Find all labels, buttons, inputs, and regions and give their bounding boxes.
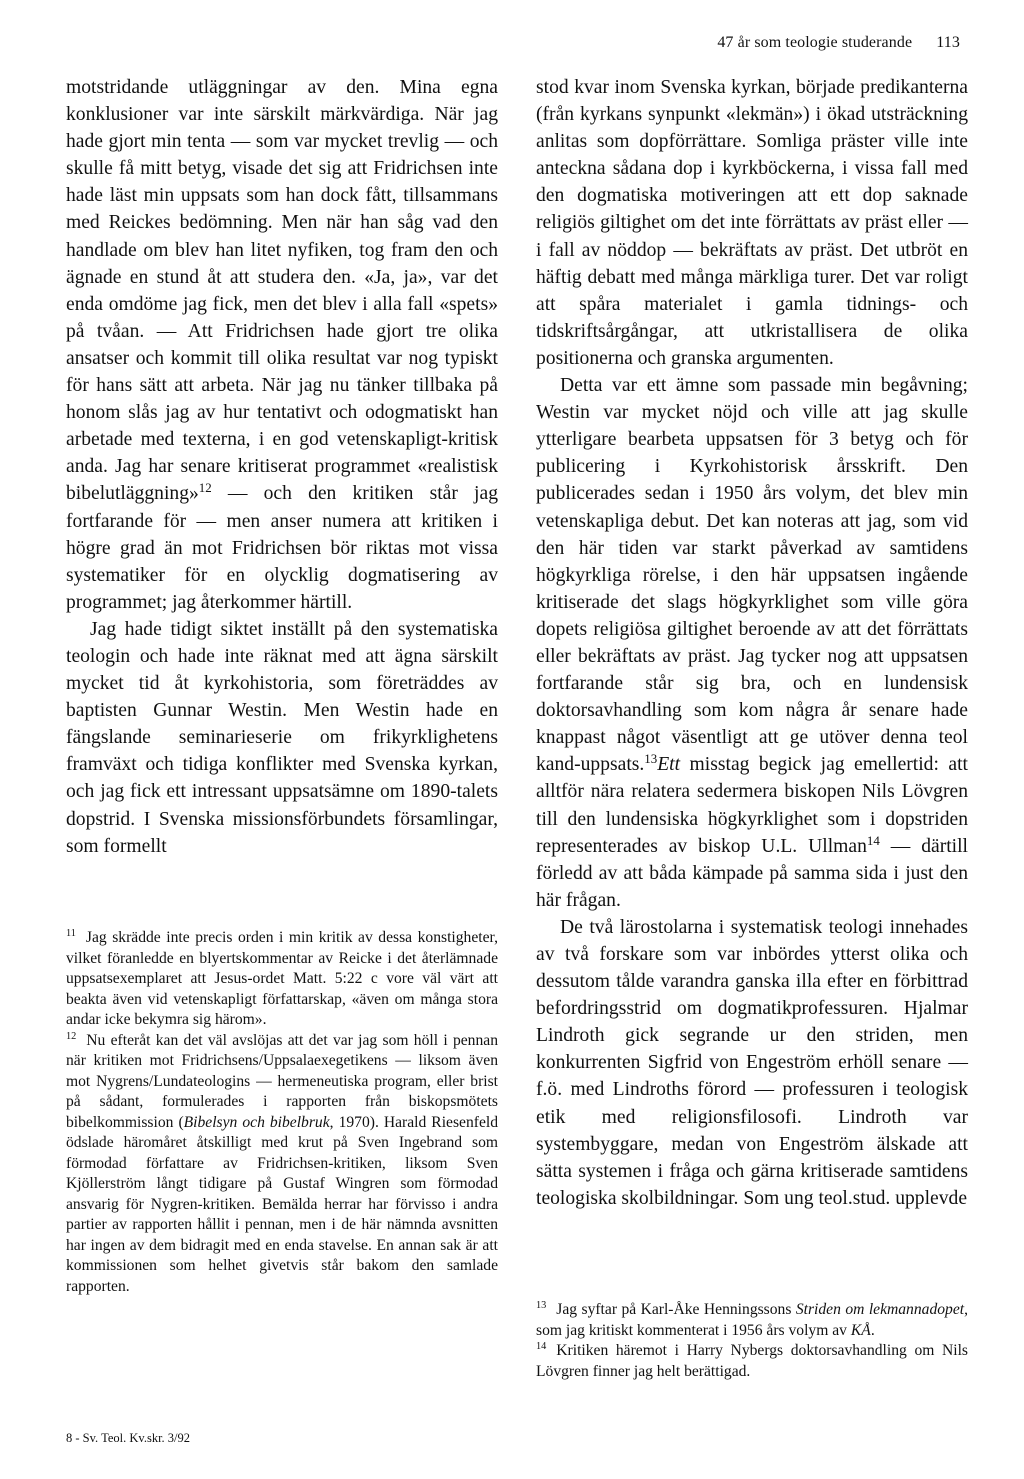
right-paragraph-2-text-c: — därtill förledd av att båda kämpade på samma sida i just den här frågan. [536,835,969,911]
right-paragraph-2-italic: Ett [657,754,681,776]
right-paragraph-1: stod kvar inom Svenska kyrkan, började predikanterna (från kyrkans synpunkt «lekmän») i ökad utsträckning anlitas som dopförrättare. Somliga präster ville inte anteckna sådana dop i kyrkböckerna, i vissa fall med den dogmatiska motiveringen att ett dop saknade religiös giltighet om det inte förrättats av präst eller — i fall av nöddop — bekräftats av präst. Det utbröt en häftig debatt med många märkliga turer. Det var roligt att spåra materialet i gamla tidnings- och tidskriftsårgångar, att utkristallisera de olika positionerna och granska argumenten. [536,77,968,369]
footnote-ref-14: 14 [866,832,880,848]
left-paragraph-1 [66,74,498,616]
right-paragraph-2 [536,372,968,914]
right-paragraph-2-text-a: Detta var ett ämne som passade min begåvning; Westin var mycket nöjd och ville att jag skulle ytterligare bearbeta uppsatsen för 3 betyg och för publicering i Kyrkohistorisk årsskrift. Den publicerades sedan i 1950 års volym, det blev min vetenskapliga debut. Det kan noteras att jag, som vid den här tiden var starkt påverkad av samtidens högkyrkliga rörelse, i den här uppsatsen ingående kritiserade det slags högkyrklighet som ville göra dopets religiösa giltighet beroende av att det förrättats eller bekräftats av präst. Jag tycker nog att uppsatsen fortfarande står sig bra, och en lundensisk doktorsavhandling som kom några år senare hade knappast något väsentligt att ge utöver denna teol kand-uppsats. [536,375,968,776]
footnote-13-number: 13 [536,1300,547,1312]
footnote-12-text-a: Nu efteråt kan det väl avslöjas att det var jag som höll i pennan när kritiken mot Fridrichsens/Uppsalaexegetikens — liksom även mot Nygrens/Lundateologins — hermeneutiska program, eller brist på sådant, formulerades i rapporten från biskopsmötets bibelkommission ( [66,1031,498,1131]
footnote-12-text-b: , 1970). Harald Riesenfeld ödslade häromåret åtskilligt med krut på Sven Ingebrand som förmodad författare av Fridrichsen-kritiken, liksom Sven Kjöllerström långt tidigare på Gustaf Wingren som förmodad ansvarig för Nygren-kritiken. Bemälda herrar har förvisso i andra partier av rapporten hållit i pennan, men i de här nämnda avsnitten har ingen av dem bidragit med en enda stavelse. En annan sak är att kommissionen som helhet givetvis står bakom den samlade rapporten. [66,1113,498,1295]
footnote-14-number: 14 [536,1341,547,1353]
left-footnotes [66,928,498,1297]
left-paragraph-1-text-a: motstridande utläggningar av den. Mina egna konklusioner var inte särskilt märkvärdiga. När jag hade gjort min tenta — som var mycket trevlig — och skulle få mitt betyg, visade det sig att Fridrichsen inte hade läst min uppsats som han dock fått, tillsammans med Reickes bedömning. Men när han såg vad den handlade om blev han litet nyfiken, tog fram den och ägnade en stund åt att studera den. «Ja, ja», var det enda omdöme jag fick, men det blev i alla fall «spets» på tvåan. — Att Fridrichsen hade gjort tre olika ansatser och kommit till olika resultat var nog typiskt för hans sätt att arbeta. När jag nu tänker tillbaka på honom slås jag av hur tentativt och odogmatiskt han arbetade med texterna, i en god vetenskapligt-kritisk anda. Jag har senare kritiserat programmet «realistisk bibelutläggning» [66,77,498,505]
footnote-ref-13: 13 [644,751,658,767]
footnote-13-text-b: , som jag kritiskt kommenterat i 1956 års volym av [536,1301,968,1339]
footnote-12-book-title: Bibelsyn och bibelbruk [183,1113,330,1131]
footnote-13-book-title: Striden om lekmannadopet [795,1301,965,1318]
right-paragraph-2-text-b: misstag begick jag emellertid: att alltför nära relatera sedermera biskopen Nils Lövgren till den lundensiska högkyrklighet som i dopstriden representerades av biskop U.L. Ullman [536,754,968,857]
footnote-12 [66,1031,498,1298]
footnote-13-text-a: Jag syftar på Karl-Åke Henningssons [556,1301,796,1318]
footnote-12-number: 12 [66,1030,77,1042]
left-paragraph-2: Jag hade tidigt siktet inställt på den systematiska teologin och hade inte räknat med att ägna särskilt mycket tid åt kyrkohistoria, som företräddes av baptisten Gunnar Westin. Men Westin hade en fängslande seminarieserie om frikyrklighetens framväxt och tidiga konflikter med Svenska kyrkan, och jag fick ett intressant uppsatsämne om 1890-talets dopstrid. I Svenska missionsförbundets församlingar, som formellt [66,618,498,857]
right-footnotes [536,1300,968,1382]
footnote-11 [66,928,498,1031]
footnote-11-number: 11 [66,928,76,940]
footnote-ref-12: 12 [198,480,212,496]
footnote-13-text-c: . [870,1321,875,1339]
footnote-13-journal-abbrev: KÅ [850,1321,871,1339]
footnote-11-text: Jag skrädde inte precis orden i min kritik av dessa konstigheter, vilket föranledde en blyertskommentar av Reicke i det återlämnade uppsatsexemplaret att Jesus-ordet Matt. 5:22 c vore väl värt att beakta även vid vetenskapligt författarskap, «även om många stora andar icke bekymra sig härom». [66,929,498,1028]
right-column [536,74,968,1212]
left-paragraph-1-text-b: — och den kritiken står jag fortfarande för — men anser numera att kritiken i högre grad än mot Fridrichsen bör riktas mot vissa systematiker för en olycklig dogmatisering av programmet; jag återkommer härtill. [66,483,498,613]
left-column [66,74,498,860]
running-head [717,34,960,52]
right-paragraph-3: De två lärostolarna i systematisk teologi innehades av två forskare som var inbördes ytterst olika och dessutom tålde varandra ganska illa efter en förbittrad befordringsstrid om dogmatikprofessuren. Hjalmar Lindroth gick segrande ur den striden, men konkurrenten Sigfrid von Engeström erhöll senare — f.ö. med Lindroths förord — professuren i teologisk etik med religionsfilosofi. Lindroth var systembyggare, medan von Engeström älskade att sätta systemen i fråga och gärna kritiserade samtidens teologiska skolbildningar. Som ung teol.stud. upplevde [536,916,968,1209]
footnote-14 [536,1341,968,1382]
running-title: 47 år som teologie studerande [717,34,913,51]
footnote-13 [536,1300,968,1341]
signature-mark: 8 - Sv. Teol. Kv.skr. 3/92 [66,1431,191,1445]
page-number: 113 [936,34,960,51]
footnote-14-text: Kritiken häremot i Harry Nybergs doktorsavhandling om Nils Lövgren finner jag helt berättigad. [536,1342,968,1380]
